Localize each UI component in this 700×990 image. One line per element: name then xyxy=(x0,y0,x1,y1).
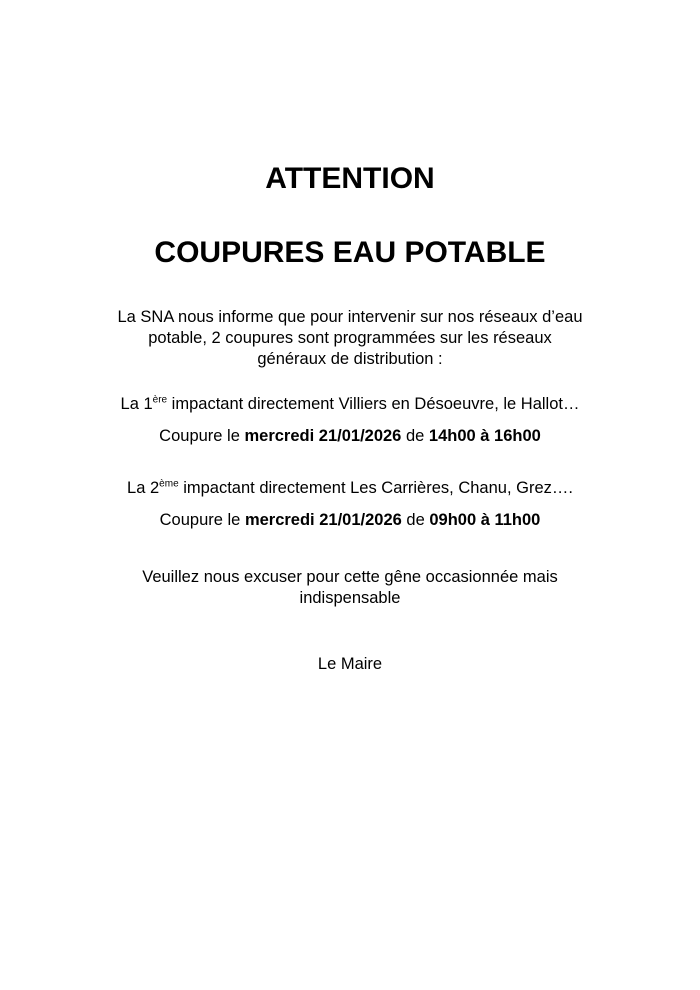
cut-1-schedule xyxy=(60,426,640,447)
notice-title: ATTENTION xyxy=(265,162,435,195)
intro-line-1: La SNA nous informe que pour intervenir sur nos réseaux d’eau xyxy=(117,308,583,326)
cut-1-description xyxy=(60,394,640,415)
cut-1-time: 14h00 à 16h00 xyxy=(428,427,541,445)
closing-line-2: indispensable xyxy=(299,589,401,607)
closing-line-1: Veuillez nous excuser pour cette gêne occasionnée mais xyxy=(142,568,558,586)
intro-line-2: potable, 2 coupures sont programmées sur les réseaux xyxy=(148,329,552,347)
cut-2-time: 09h00 à 11h00 xyxy=(429,511,541,529)
intro-line-3: généraux de distribution : xyxy=(257,350,443,368)
closing-paragraph xyxy=(60,567,640,609)
intro-paragraph xyxy=(60,307,640,370)
cut-1-label: Coupure le xyxy=(159,427,245,445)
cut-1-ordinal: ère xyxy=(152,394,168,406)
cut-1-text: impactant directement Villiers en Désoeuvre, le Hallot… xyxy=(167,395,580,413)
cut-2-schedule xyxy=(60,510,640,531)
cut-2-label: Coupure le xyxy=(159,511,245,529)
cut-2-description xyxy=(60,478,640,499)
cut-2-text: impactant directement Les Carrières, Chanu, Grez…. xyxy=(178,479,573,497)
notice-subtitle: COUPURES EAU POTABLE xyxy=(154,236,546,269)
cut-2-ordinal: ème xyxy=(159,478,179,490)
cut-2-prefix: La 2 xyxy=(127,479,160,497)
cut-2-from-word: de xyxy=(401,511,430,529)
cut-1-from-word: de xyxy=(401,427,429,445)
cut-1-prefix: La 1 xyxy=(120,395,153,413)
cut-2-date: mercredi 21/01/2026 xyxy=(244,511,402,529)
signature: Le Maire xyxy=(317,655,383,673)
cut-1-date: mercredi 21/01/2026 xyxy=(244,427,402,445)
